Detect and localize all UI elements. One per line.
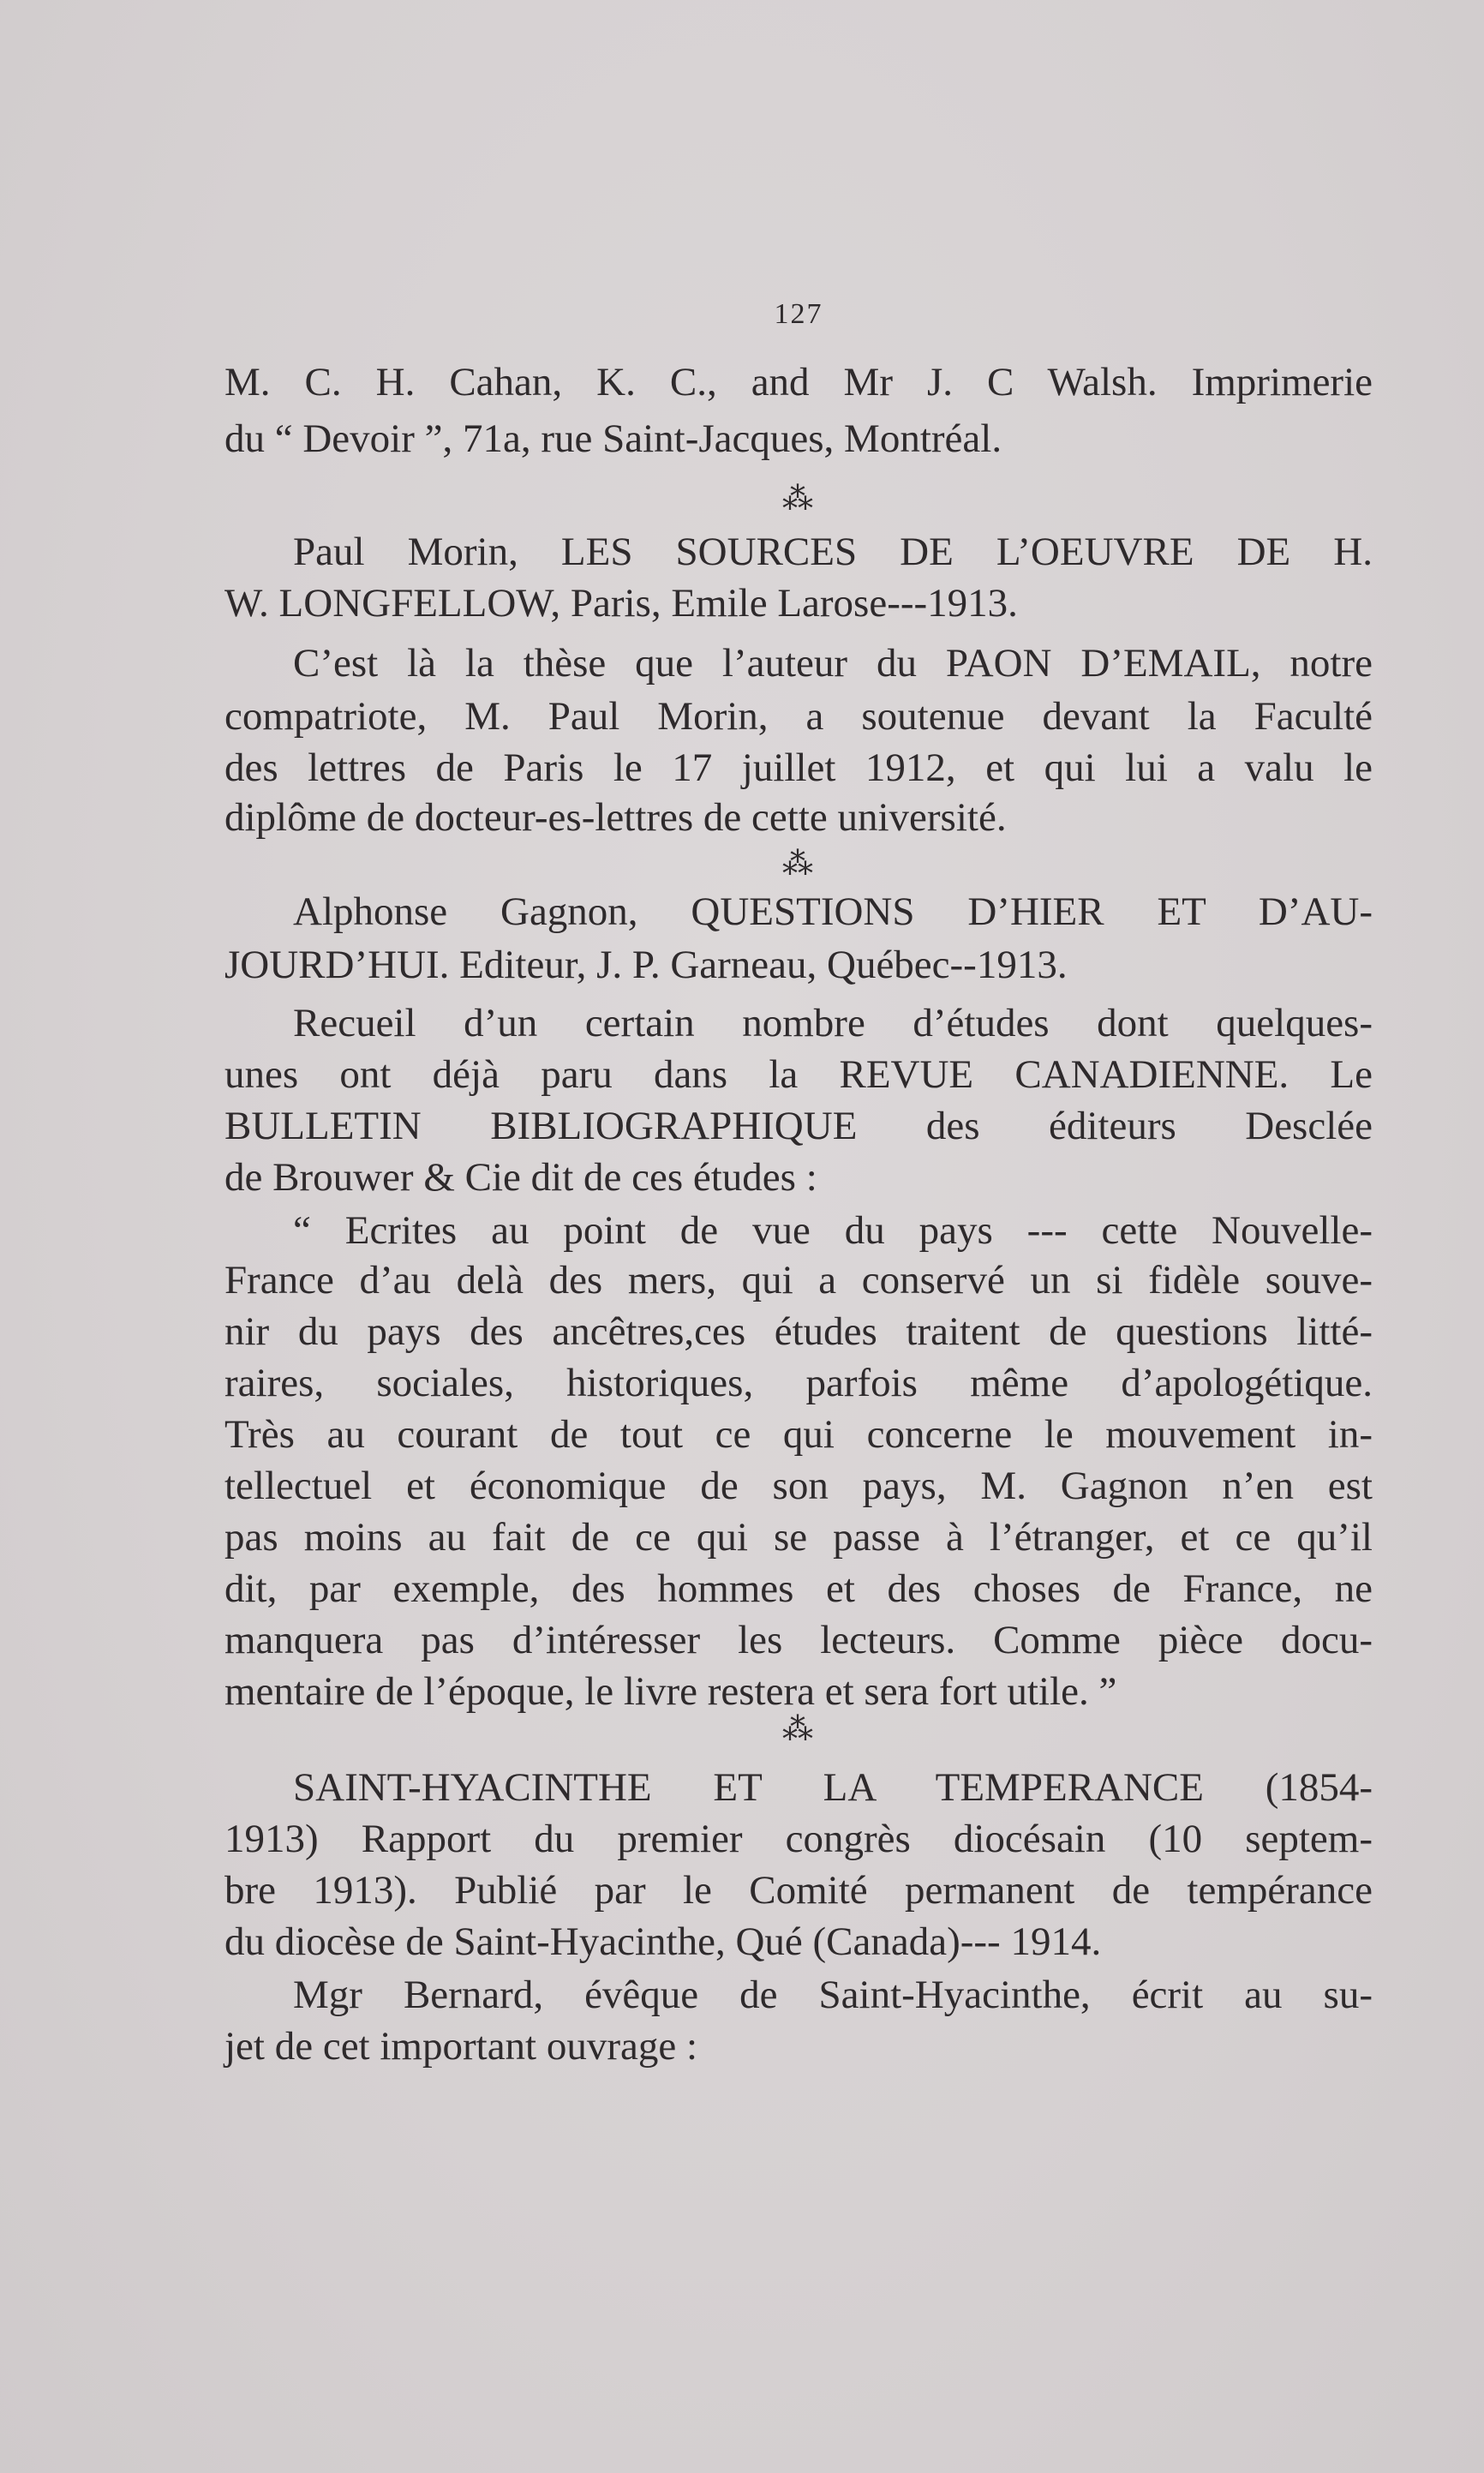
text-line: pas moins au fait de ce qui se passe à l’étranger, et ce qu’il <box>224 1515 1373 1560</box>
page-number: 127 <box>774 298 823 330</box>
text-line: Mgr Bernard, évêque de Saint-Hyacinthe, écrit au su- <box>293 1973 1373 2017</box>
asterism-divider: ⁂ <box>782 847 815 881</box>
text-line: France d’au delà des mers, qui a conservé un si fidèle souve- <box>224 1258 1373 1302</box>
text-line: C’est là la thèse que l’auteur du PAON D’EMAIL, notre <box>293 641 1373 686</box>
text-line: W. LONGFELLOW, Paris, Emile Larose---1913. <box>224 581 1018 626</box>
text-line: Paul Morin, LES SOURCES DE L’OEUVRE DE H. <box>293 530 1373 574</box>
text-line: Alphonse Gagnon, QUESTIONS D’HIER ET D’AU- <box>293 889 1373 934</box>
text-line: raires, sociales, historiques, parfois même d’apologétique. <box>224 1361 1373 1405</box>
text-line: dit, par exemple, des hommes et des choses de France, ne <box>224 1566 1373 1611</box>
text-line: nir du pays des ancêtres,ces études traitent de questions litté- <box>224 1309 1373 1354</box>
text-line: SAINT-HYACINTHE ET LA TEMPERANCE (1854- <box>293 1765 1373 1810</box>
text-line: mentaire de l’époque, le livre restera et sera fort utile. ” <box>224 1669 1117 1714</box>
text-line: JOURD’HUI. Editeur, J. P. Garneau, Québec--1913. <box>224 943 1068 987</box>
text-line: jet de cet important ouvrage : <box>224 2024 698 2069</box>
asterism-divider: ⁂ <box>782 482 815 516</box>
text-line: “ Ecrites au point de vue du pays --- cette Nouvelle- <box>293 1208 1373 1253</box>
asterism-divider: ⁂ <box>782 1712 815 1746</box>
text-line: du “ Devoir ”, 71a, rue Saint-Jacques, Montréal. <box>224 416 1002 461</box>
text-line: BULLETIN BIBLIOGRAPHIQUE des éditeurs Desclée <box>224 1104 1373 1148</box>
text-line: tellectuel et économique de son pays, M. Gagnon n’en est <box>224 1464 1373 1508</box>
text-line: compatriote, M. Paul Morin, a soutenue devant la Faculté <box>224 694 1373 739</box>
text-line: bre 1913). Publié par le Comité permanent de tempérance <box>224 1868 1373 1913</box>
text-line: Recueil d’un certain nombre d’études dont quelques- <box>293 1001 1373 1045</box>
text-line: unes ont déjà paru dans la REVUE CANADIENNE. Le <box>224 1052 1373 1097</box>
text-line: Très au courant de tout ce qui concerne le mouvement in- <box>224 1412 1373 1457</box>
text-line: de Brouwer & Cie dit de ces études : <box>224 1155 817 1200</box>
text-line: M. C. H. Cahan, K. C., and Mr J. C Walsh. Imprimerie <box>224 360 1373 404</box>
text-line: manquera pas d’intéresser les lecteurs. Comme pièce docu- <box>224 1618 1373 1662</box>
text-line: des lettres de Paris le 17 juillet 1912, et qui lui a valu le <box>224 745 1373 790</box>
text-line: du diocèse de Saint-Hyacinthe, Qué (Canada)--- 1914. <box>224 1919 1102 1964</box>
text-line: 1913) Rapport du premier congrès diocésain (10 septem- <box>224 1817 1373 1861</box>
text-line: diplôme de docteur-es-lettres de cette université. <box>224 795 1007 840</box>
